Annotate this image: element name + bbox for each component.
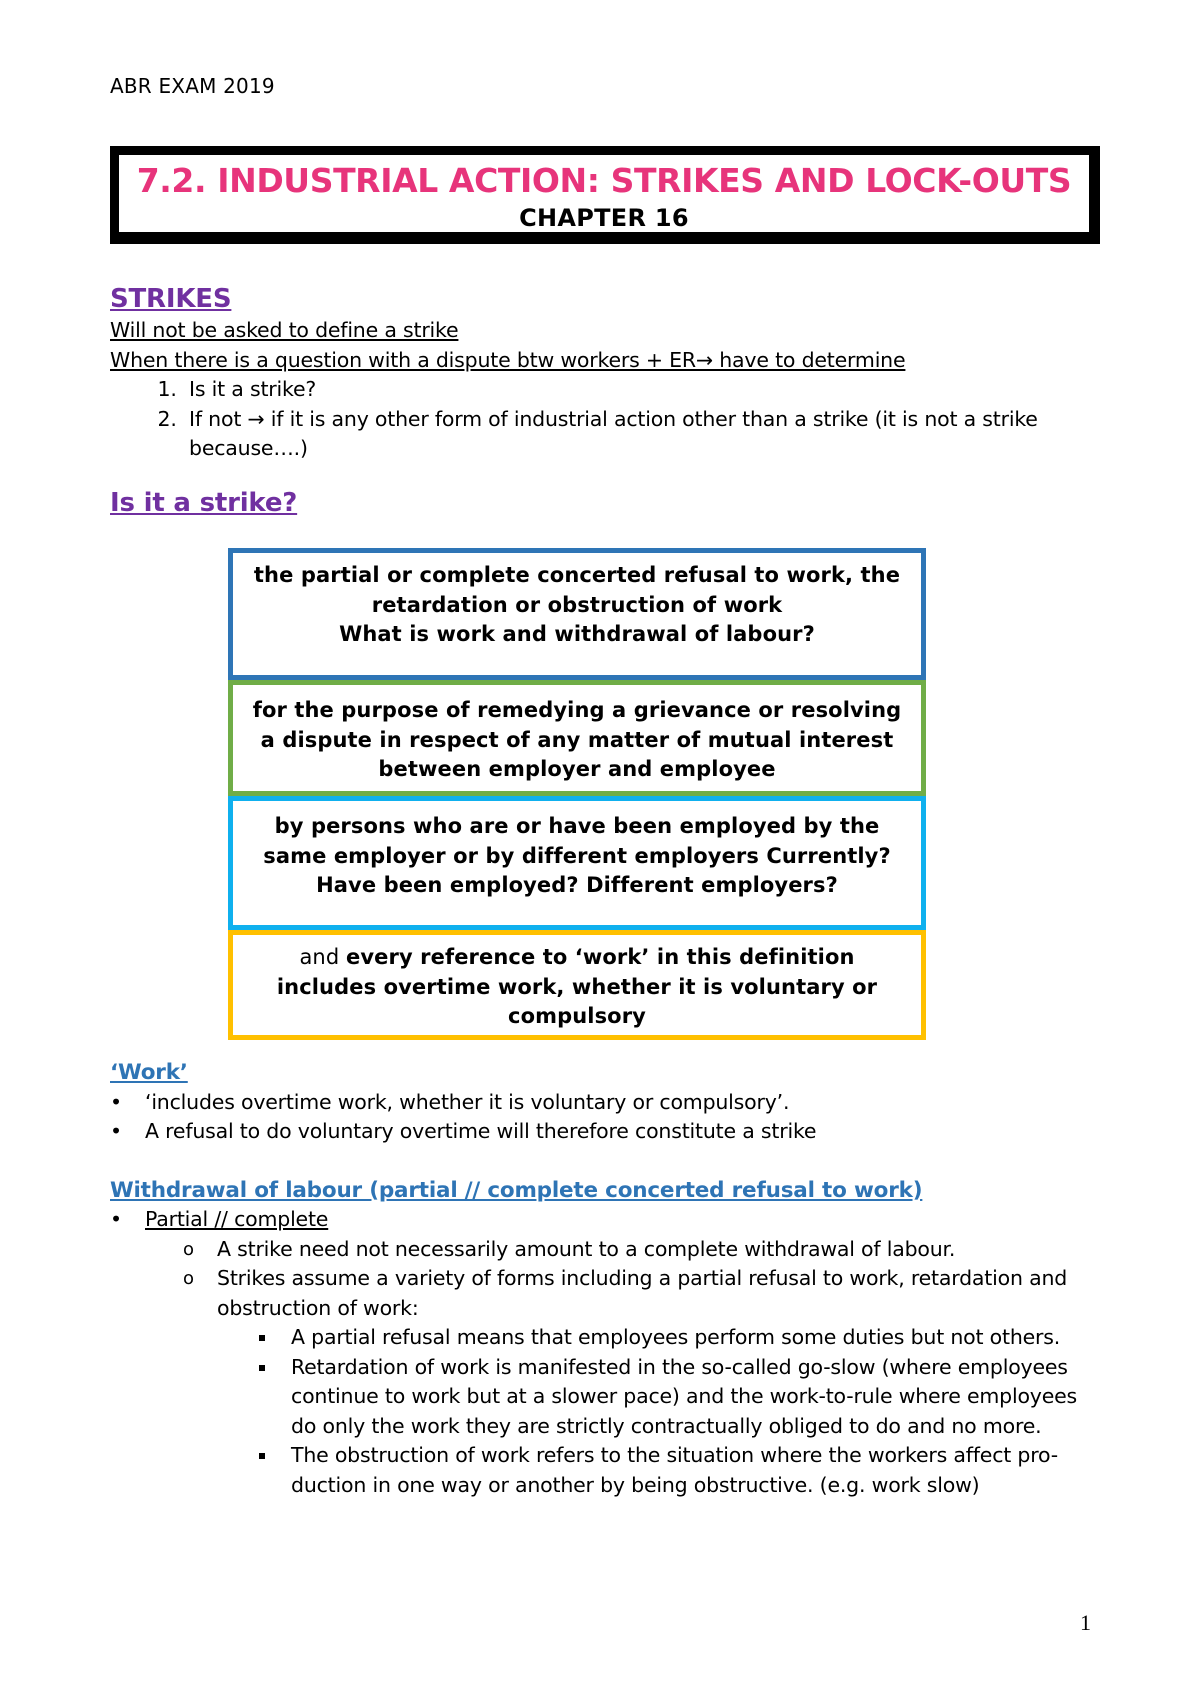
withdrawal-heading: Withdrawal of labour (partial // complete concerted refusal to work) — [110, 1177, 923, 1203]
list-item: 2. If not → if it is any other form of industrial action other than a strike (it is not a strike because….) — [183, 405, 1100, 464]
withdrawal-bullets — [110, 1205, 1100, 1500]
definition-prefix: and — [299, 945, 347, 969]
forms-list — [217, 1323, 1100, 1500]
definition-line — [233, 943, 921, 973]
work-bullets — [110, 1088, 1100, 1147]
page-header: ABR EXAM 2019 — [110, 74, 275, 98]
strikes-line-1: Will not be asked to define a strike — [110, 318, 459, 342]
list-item — [110, 1205, 1100, 1500]
chapter-label: CHAPTER 16 — [519, 204, 689, 232]
partial-complete-label: Partial // complete — [145, 1207, 329, 1231]
definition-text: every reference to ‘work’ in this definition — [346, 945, 855, 969]
list-item: 1. Is it a strike? — [183, 375, 1100, 405]
definition-line: includes overtime work, whether it is voluntary or — [276, 974, 878, 999]
forms-text: Strikes assume a variety of forms including a partial refusal to work, retardation and obstruction of work: — [217, 1266, 1068, 1320]
definition-line: retardation or obstruction of work — [371, 592, 783, 617]
is-it-a-strike-heading: Is it a strike? — [110, 487, 298, 518]
page-title: 7.2. INDUSTRIAL ACTION: STRIKES AND LOCK-OUTS — [136, 161, 1072, 200]
definition-line: a dispute in respect of any matter of mutual interest — [260, 727, 894, 752]
work-heading: ‘Work’ — [110, 1060, 188, 1085]
definition-box-overtime — [228, 930, 926, 1040]
list-item: The obstruction of work refers to the situation where the workers affect pro-duction in one way or another by being obstructive. (e.g. work slow) — [255, 1441, 1100, 1500]
strikes-line-2: When there is a question with a dispute btw workers + ER→ have to determine — [110, 347, 906, 372]
list-item: o A strike need not necessarily amount to a complete withdrawal of labour. — [183, 1235, 1100, 1265]
page-number: 1 — [1080, 1610, 1091, 1635]
definition-line: compulsory — [508, 1004, 646, 1028]
definition-line: the partial or complete concerted refusal to work, the — [253, 563, 901, 587]
list-item: • ‘includes overtime work, whether it is voluntary or compulsory’. — [110, 1088, 1100, 1118]
definition-line: between employer and employee — [378, 757, 776, 781]
list-item: A partial refusal means that employees perform some duties but not others. — [255, 1323, 1100, 1353]
definition-line: for the purpose of remedying a grievance or resolving — [252, 698, 902, 722]
definition-box-persons — [228, 796, 926, 930]
withdrawal-sub-list — [145, 1235, 1100, 1501]
definition-line: What is work and withdrawal of labour? — [339, 622, 815, 646]
strikes-heading: STRIKES — [110, 284, 232, 314]
definition-line: by persons who are or have been employed by the — [274, 814, 880, 838]
document-body-lower — [110, 1058, 1100, 1500]
definition-line: same employer or by different employers Currently? — [263, 843, 891, 868]
list-item — [183, 1264, 1100, 1500]
title-box — [110, 146, 1100, 244]
list-item: • A refusal to do voluntary overtime will therefore constitute a strike — [110, 1117, 1100, 1147]
definition-box-purpose — [228, 680, 926, 796]
definition-box-work — [228, 548, 926, 680]
definition-line: Have been employed? Different employers? — [316, 873, 838, 897]
document-body — [110, 282, 1100, 520]
strike-questions-list — [110, 375, 1100, 464]
list-item: Retardation of work is manifested in the so-called go-slow (where employees continue to work but at a slower pace) and the work-to-rule where employees do only the work they are strictly contractually obliged to do and no more. — [255, 1353, 1100, 1442]
